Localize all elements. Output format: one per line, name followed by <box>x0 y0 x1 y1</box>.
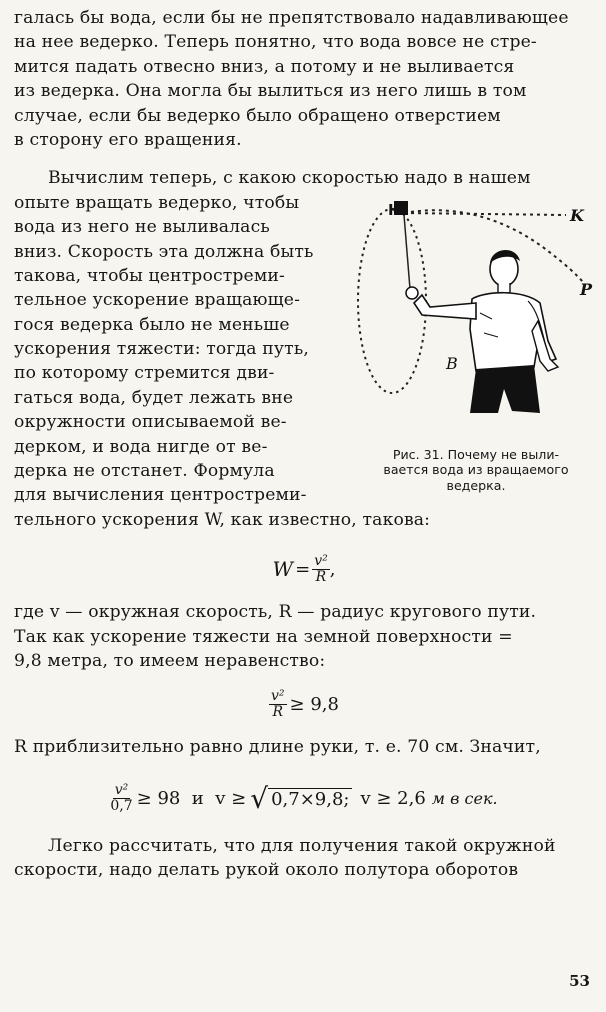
label-bucket: Ю <box>388 200 406 219</box>
text-line: тельного ускорения W, как известно, такова: <box>14 509 431 530</box>
text-line: на нее ведерко. Теперь понятно, что вода вовсе не стре- <box>14 32 537 53</box>
figure-caption: Рис. 31. Почему не выли- вается вода из вращаемого ведерка. <box>383 446 569 493</box>
sqrt-sign: √ <box>250 781 269 815</box>
fraction: $\frac{\text{v²}}{0,7}$ <box>110 782 133 815</box>
text-line: вода из него не выливалась <box>14 217 270 238</box>
paragraph-final <box>14 834 594 883</box>
text-line: гаться вода, будет лежать вне <box>14 387 294 408</box>
text-line: по которому стремится дви- <box>14 363 275 384</box>
formula-centripetal: W = $\frac{\text{v²}}{R}$ , <box>272 552 336 585</box>
text-line: Так как ускорение тяжести на земной поверхности = <box>14 626 513 647</box>
wrapped-text <box>14 191 330 508</box>
text-line: Вычислим теперь, с какою скоростью надо в нашем <box>48 168 531 189</box>
text-line: дерком, и вода нигде от ве- <box>14 436 268 457</box>
page-number: 53 <box>569 972 590 990</box>
text-line: где v — окружная скорость, R — радиус кругового пути. <box>14 602 537 623</box>
text-line: ускорения тяжести: тогда путь, <box>14 339 309 360</box>
tangent-line-k <box>404 213 566 215</box>
formula-inequality: $\frac{\text{v²}}{R}$ ≥ 9,8 <box>271 687 339 720</box>
fraction: $\frac{\text{v²}}{R}$ <box>271 687 285 720</box>
text-line: вниз. Скорость эта должна быть <box>14 241 314 262</box>
text-line: такова, чтобы центростреми- <box>14 265 285 286</box>
text-line: тельное ускорение вращающе- <box>14 290 301 311</box>
text-line: в сторону его вращения. <box>14 129 242 150</box>
text-line: мится падать отвесно вниз, а потому и не выливается <box>14 56 515 77</box>
text-line: гося ведерка было не меньше <box>14 314 290 335</box>
text-line: R приблизительно равно длине руки, т. е. 70 см. Значит, <box>14 737 541 758</box>
text-line: Легко рассчитать, что для получения такой окружной <box>48 835 556 856</box>
text-line: для вычисления центростреми- <box>14 485 307 506</box>
formula-velocity: $\frac{\text{v²}}{0,7}$ ≥ 98 и v ≥ √ 0,7×9,8; v ≥ 2,6 м в сек. <box>110 781 498 815</box>
label-b: B <box>446 353 458 373</box>
bucket-rotation-illustration <box>352 191 596 443</box>
text-line: окружности описываемой ве- <box>14 412 287 433</box>
wrap-zone <box>14 191 594 508</box>
text-line: 9,8 метра, то имеем неравенство: <box>14 650 326 671</box>
boy-figure <box>406 250 558 413</box>
sqrt-radicand: 0,7×9,8; <box>268 788 352 810</box>
label-k: K <box>570 205 584 225</box>
text-line: из ведерка. Она могла бы вылиться из него лишь в том <box>14 81 527 102</box>
fraction: $\frac{\text{v²}}{R}$ <box>314 552 328 585</box>
text-line: галась бы вода, если бы не препятствовало надавливающее <box>14 8 569 28</box>
paragraph-after-formula <box>14 600 594 673</box>
text-line: случае, если бы ведерко было обращено отверстием <box>14 105 501 126</box>
paragraph-top <box>14 6 594 152</box>
paragraph-velocity <box>14 166 594 532</box>
figure-31 <box>352 191 602 494</box>
text-line: опыте вращать ведерко, чтобы <box>14 192 300 213</box>
text-line: скорости, надо делать рукой около полутора оборотов <box>14 860 519 881</box>
string-line <box>404 215 410 289</box>
label-p: P <box>580 279 593 299</box>
page-content <box>14 6 594 883</box>
text-line: дерка не отстанет. Формула <box>14 461 275 482</box>
